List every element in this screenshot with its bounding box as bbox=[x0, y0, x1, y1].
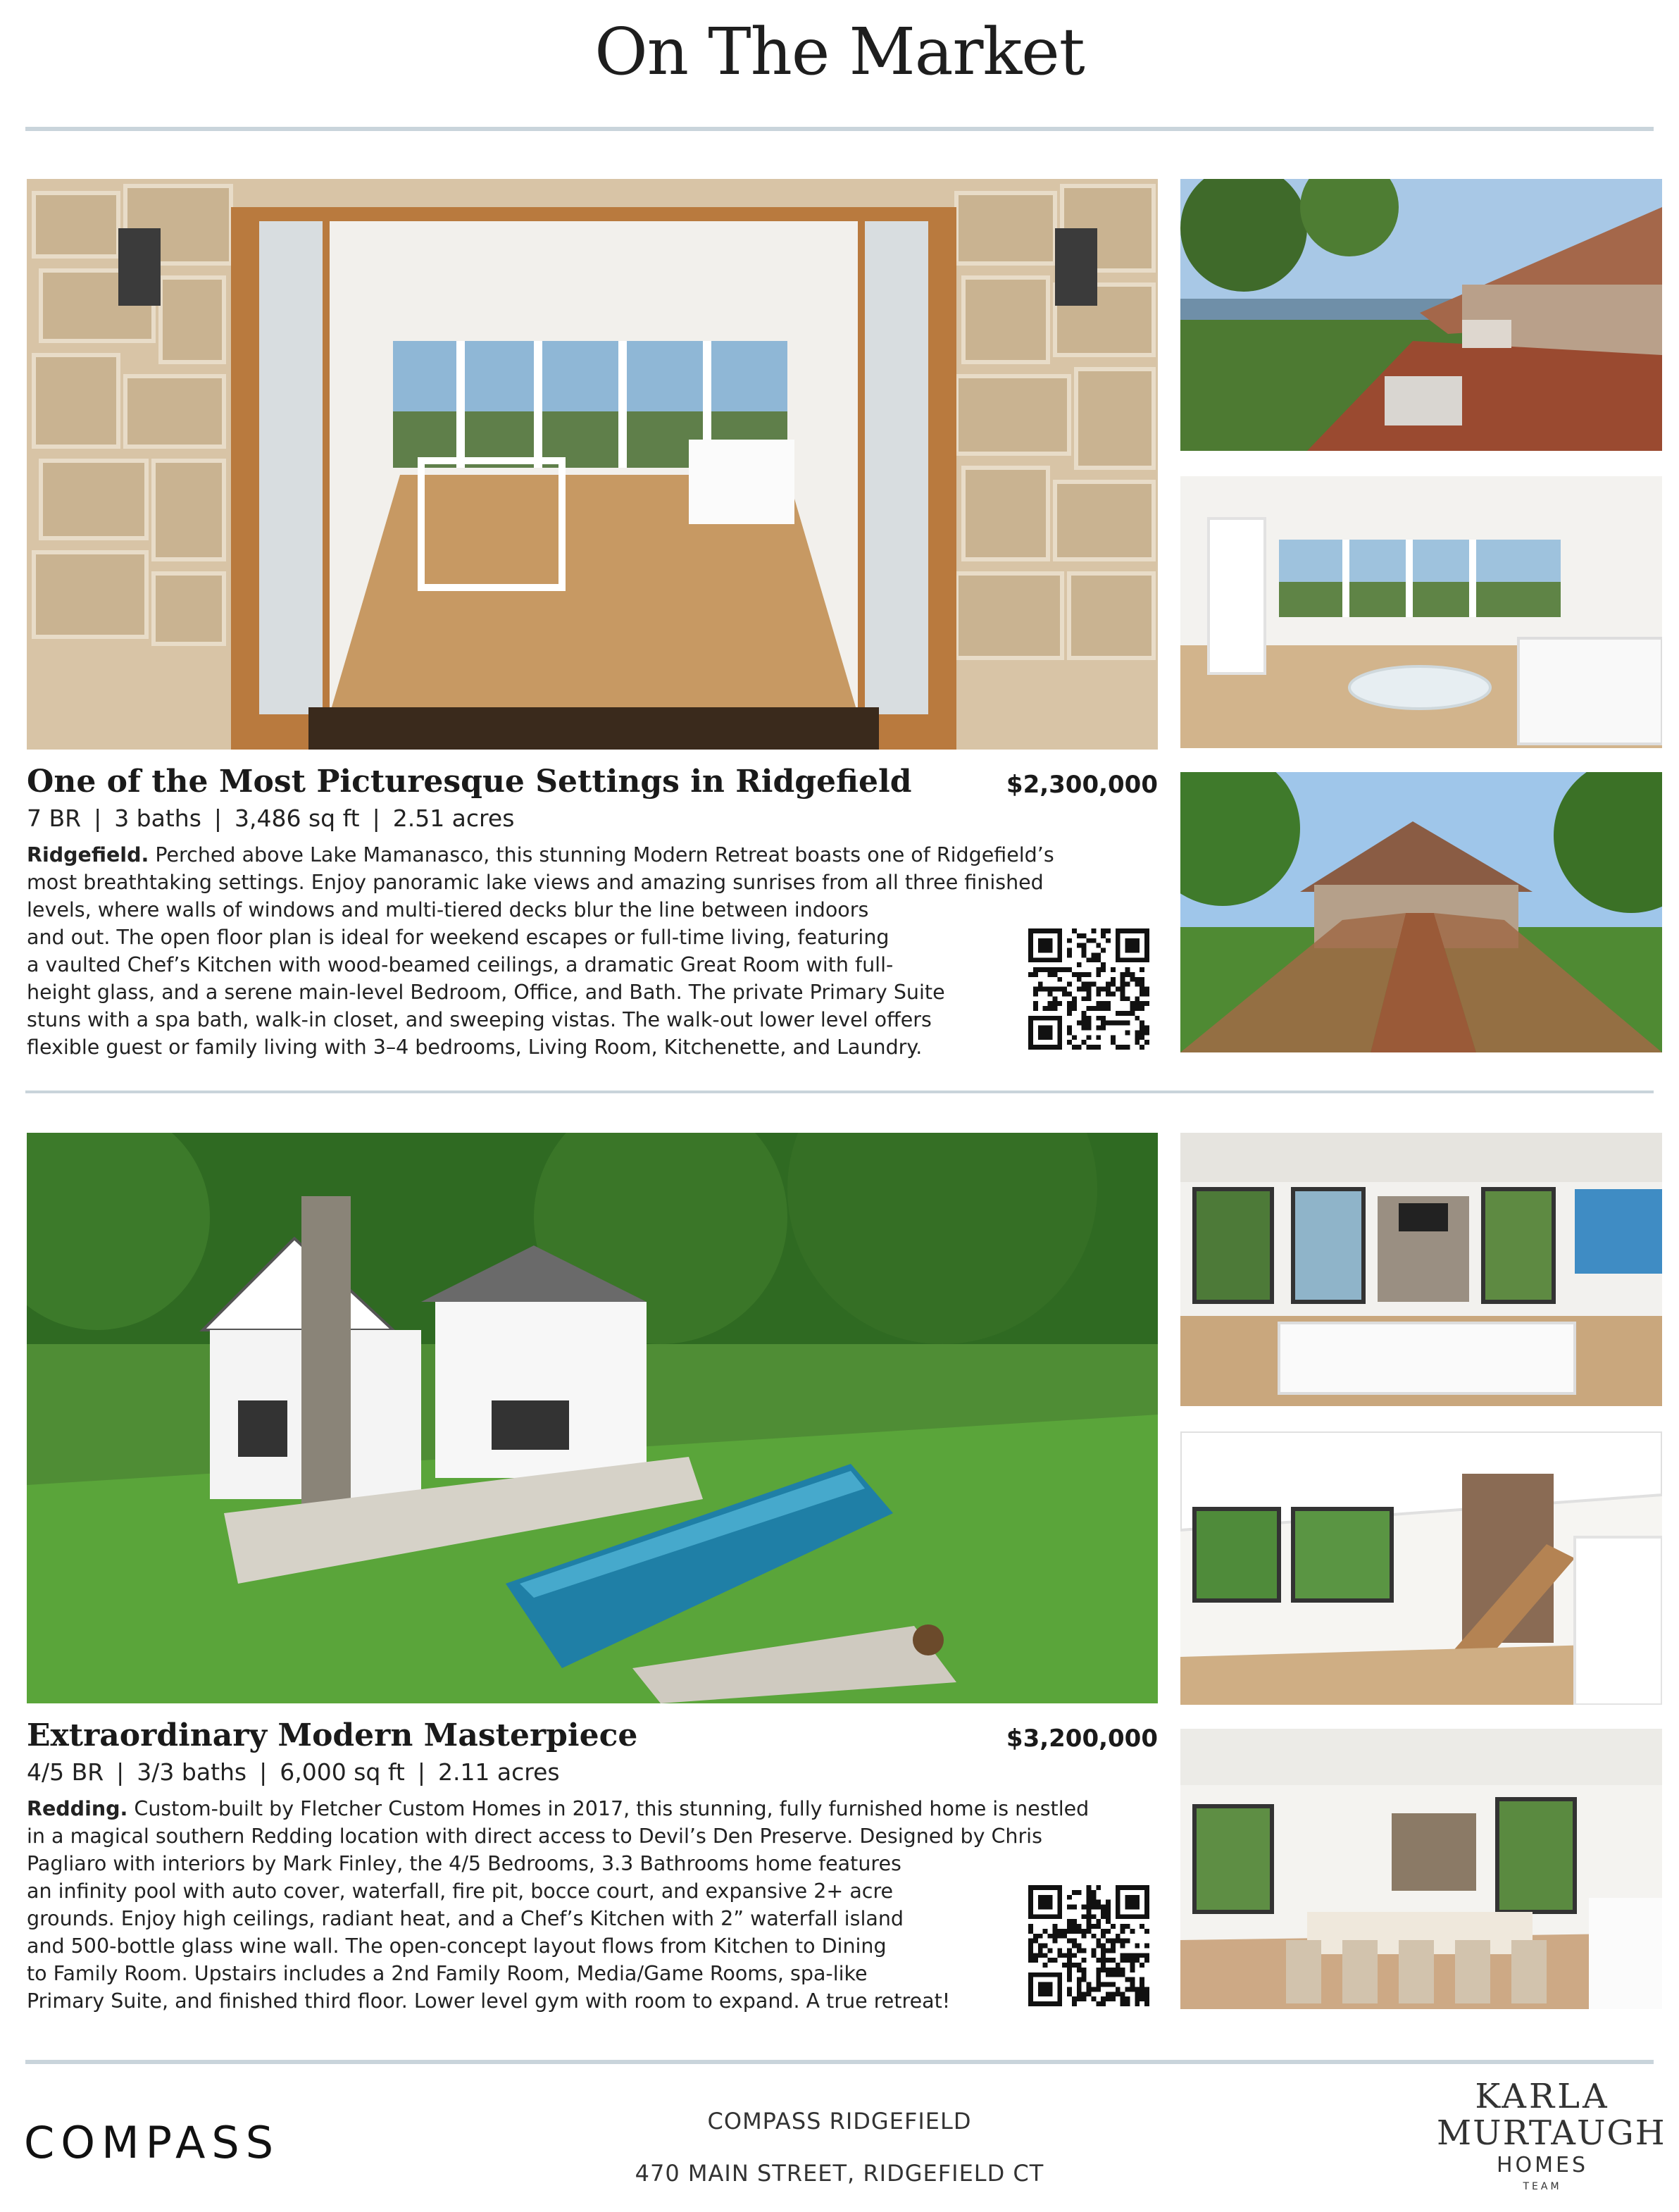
page-title: On The Market bbox=[594, 14, 1085, 89]
desc-line: an infinity pool with auto cover, waterfall, fire pit, bocce court, and expansive 2+ acre bbox=[27, 1879, 894, 1903]
listing2-bedrooms: 4/5 BR bbox=[27, 1758, 104, 1786]
listing1-price: $2,300,000 bbox=[1006, 771, 1158, 799]
desc-line: levels, where walls of windows and multi-tiered decks blur the line between indoors bbox=[27, 898, 869, 921]
desc-line: most breathtaking settings. Enjoy panoramic lake views and amazing sunrises from all three finished bbox=[27, 871, 1044, 894]
listing1-sqft: 3,486 sq ft bbox=[235, 804, 360, 832]
brand-team: TEAM bbox=[1523, 2181, 1562, 2192]
listing1-acres: 2.51 acres bbox=[392, 804, 515, 832]
listing1-living-room-photo bbox=[1180, 476, 1662, 748]
stat-separator: | bbox=[116, 1758, 125, 1786]
listing2-qr-code[interactable] bbox=[1028, 1885, 1149, 2006]
desc-line: Pagliaro with interiors by Mark Finley, the 4/5 Bedrooms, 3.3 Bathrooms home features bbox=[27, 1852, 901, 1875]
listing2-baths: 3/3 baths bbox=[137, 1758, 247, 1786]
desc-line: flexible guest or family living with 3–4 bedrooms, Living Room, Kitchenette, and Laundry. bbox=[27, 1036, 923, 1059]
desc-line: and out. The open floor plan is ideal for weekend escapes or full-time living, featuring bbox=[27, 926, 890, 949]
karla-murtaugh-homes-logo[interactable] bbox=[1437, 2077, 1666, 2211]
listing1-stats bbox=[27, 804, 514, 832]
stat-separator: | bbox=[213, 804, 223, 832]
desc-line: Custom-built by Fletcher Custom Homes in 2017, this stunning, fully furnished home is nestled bbox=[127, 1797, 1090, 1820]
stat-separator: | bbox=[372, 804, 380, 832]
desc-line: and 500-bottle glass wine wall. The open-concept layout flows from Kitchen to Dining bbox=[27, 1934, 887, 1958]
office-address: 470 MAIN STREET, RIDGEFIELD CT bbox=[635, 2160, 1044, 2187]
listing2-family-room-photo bbox=[1180, 1133, 1662, 1406]
listing1-qr-code[interactable] bbox=[1028, 928, 1149, 1050]
desc-line: a vaulted Chef’s Kitchen with wood-beamed ceilings, a dramatic Great Room with full- bbox=[27, 953, 894, 976]
brand-karla: KARLA bbox=[1475, 2077, 1610, 2116]
listing1-town: Ridgefield. bbox=[27, 843, 149, 866]
listing2-stats bbox=[27, 1758, 560, 1786]
listing2-description-top bbox=[27, 1795, 1158, 1877]
listing1-deck-photo bbox=[1180, 179, 1662, 451]
desc-line: height glass, and a serene main-level Bedroom, Office, and Bath. The private Primary Suite bbox=[27, 981, 945, 1004]
stat-separator: | bbox=[259, 1758, 268, 1786]
desc-line: Primary Suite, and finished third floor. Lower level gym with room to expand. A true retreat! bbox=[27, 1989, 951, 2013]
listing1-title: One of the Most Picturesque Settings in Ridgefield bbox=[27, 764, 912, 800]
stat-separator: | bbox=[94, 804, 102, 832]
listing1-description-body bbox=[27, 896, 1003, 1061]
compass-logo[interactable] bbox=[24, 2111, 280, 2174]
desc-line: grounds. Enjoy high ceilings, radiant heat, and a Chef’s Kitchen with 2” waterfall island bbox=[27, 1907, 904, 1930]
listing2-stairs-photo bbox=[1180, 1431, 1662, 1705]
listing2-price: $3,200,000 bbox=[1006, 1725, 1158, 1753]
listing1-main-photo bbox=[27, 179, 1158, 750]
desc-line: stuns with a spa bath, walk-in closet, and sweeping vistas. The walk-out lower level offers bbox=[27, 1008, 932, 1031]
listing2-title: Extraordinary Modern Masterpiece bbox=[27, 1717, 638, 1753]
stat-separator: | bbox=[417, 1758, 425, 1786]
listing2-dining-photo bbox=[1180, 1729, 1662, 2009]
middle-divider bbox=[25, 1091, 1654, 1093]
listing1-bedrooms: 7 BR bbox=[27, 804, 82, 832]
desc-line: Perched above Lake Mamanasco, this stunning Modern Retreat boasts one of Ridgefield’s bbox=[149, 843, 1054, 866]
listing2-acres: 2.11 acres bbox=[437, 1758, 560, 1786]
listing1-bridge-photo bbox=[1180, 772, 1662, 1052]
brand-murtaugh: MURTAUGH bbox=[1437, 2113, 1666, 2153]
desc-line: in a magical southern Redding location with direct access to Devil’s Den Preserve. Designed by Chris bbox=[27, 1825, 1042, 1848]
office-name: COMPASS RIDGEFIELD bbox=[707, 2108, 972, 2135]
listing1-description-top bbox=[27, 841, 1158, 896]
listing2-main-photo bbox=[27, 1133, 1158, 1703]
desc-line: to Family Room. Upstairs includes a 2nd Family Room, Media/Game Rooms, spa-like bbox=[27, 1962, 868, 1985]
top-divider bbox=[25, 127, 1654, 131]
listing2-sqft: 6,000 sq ft bbox=[280, 1758, 405, 1786]
listing1-baths: 3 baths bbox=[114, 804, 201, 832]
listing2-description-body bbox=[27, 1877, 1003, 2015]
footer-divider bbox=[25, 2060, 1654, 2064]
compass-logo-text: COMPASS bbox=[24, 2116, 280, 2168]
brand-homes: HOMES bbox=[1496, 2153, 1589, 2177]
listing2-town: Redding. bbox=[27, 1797, 128, 1820]
